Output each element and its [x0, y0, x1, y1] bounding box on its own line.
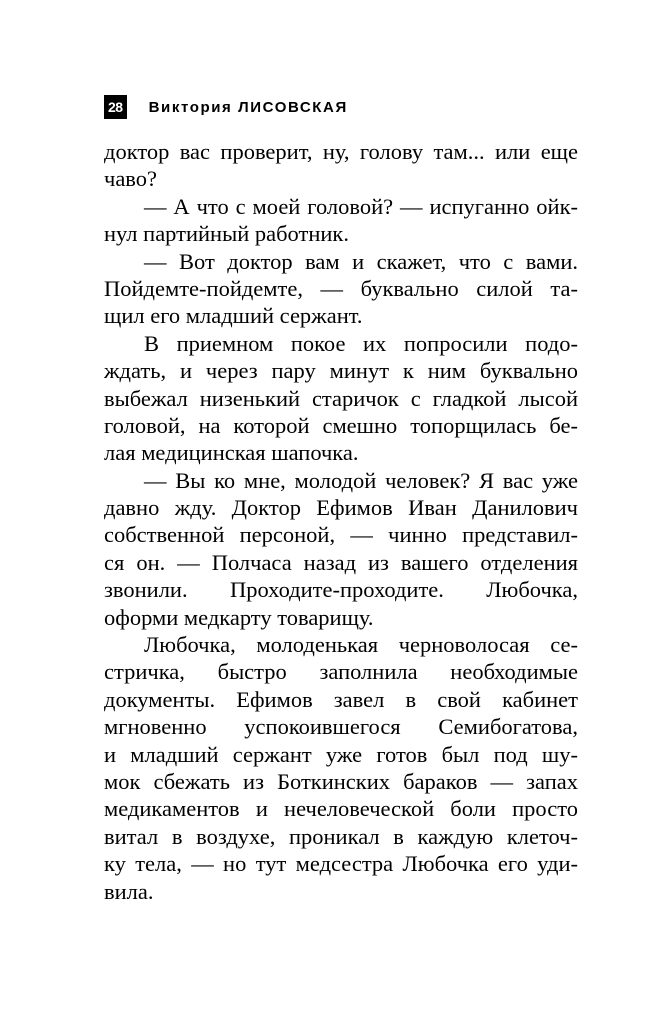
text-line: ся он. — Полчаса назад из вашего отделения	[104, 549, 578, 575]
text-line: — Вот доктор вам и скажет, что с вами.	[144, 248, 578, 274]
text-line: чаво?	[104, 166, 158, 192]
text-line: нул партийный работник.	[104, 221, 349, 247]
text-line: щил его младший сержант.	[104, 303, 363, 329]
text-line: доктор вас проверит, ну, голову там... или еще	[104, 139, 578, 164]
text-line: вила.	[104, 878, 154, 904]
text-line: головой, на которой смешно топорщилась бе-	[104, 412, 578, 438]
text-line: документы. Ефимов завел в свой кабинет	[104, 686, 578, 712]
text-line: мок сбежать из Боткинских бараков — запах	[104, 768, 578, 794]
text-line: стричка, быстро заполнила необходимые	[104, 659, 578, 685]
page-header	[104, 94, 348, 120]
body-text	[104, 138, 578, 905]
text-line: давно жду. Доктор Ефимов Иван Данилович	[104, 495, 578, 521]
text-line: медикаментов и нечеловеческой боли просто	[104, 796, 578, 822]
text-line: выбежал низенький старичок с гладкой лысой	[104, 385, 578, 411]
text-line: звонили. Проходите-проходите. Любочка,	[104, 577, 578, 603]
text-line: ку тела, — но тут медсестра Любочка его уди-	[104, 851, 578, 877]
text-line: мгновенно успокоившегося Семибогатова,	[104, 714, 578, 740]
text-line: — А что с моей головой? — испуганно ойк-	[144, 193, 578, 219]
text-line: оформи медкарту товарищу.	[104, 604, 374, 630]
text-line: витал в воздухе, проникал в каждую клеточ-	[104, 823, 578, 849]
page-number: 28	[104, 95, 127, 119]
text-line: Любочка, молоденькая черноволосая се-	[144, 632, 578, 658]
text-line: ждать, и через пару минут к ним буквально	[104, 358, 578, 384]
text-line: собственной персоной, — чинно представил-	[104, 522, 578, 548]
running-head: Виктория ЛИСОВСКАЯ	[148, 98, 348, 116]
text-line: Пойдемте-пойдемте, — буквально силой та-	[104, 275, 578, 301]
text-line: лая медицинская шапочка.	[104, 440, 359, 466]
text-line: — Вы ко мне, молодой человек? Я вас уже	[144, 467, 578, 493]
text-line: и младший сержант уже готов был под шу-	[104, 741, 578, 767]
text-line: В приемном покое их попросили подо-	[144, 330, 578, 356]
